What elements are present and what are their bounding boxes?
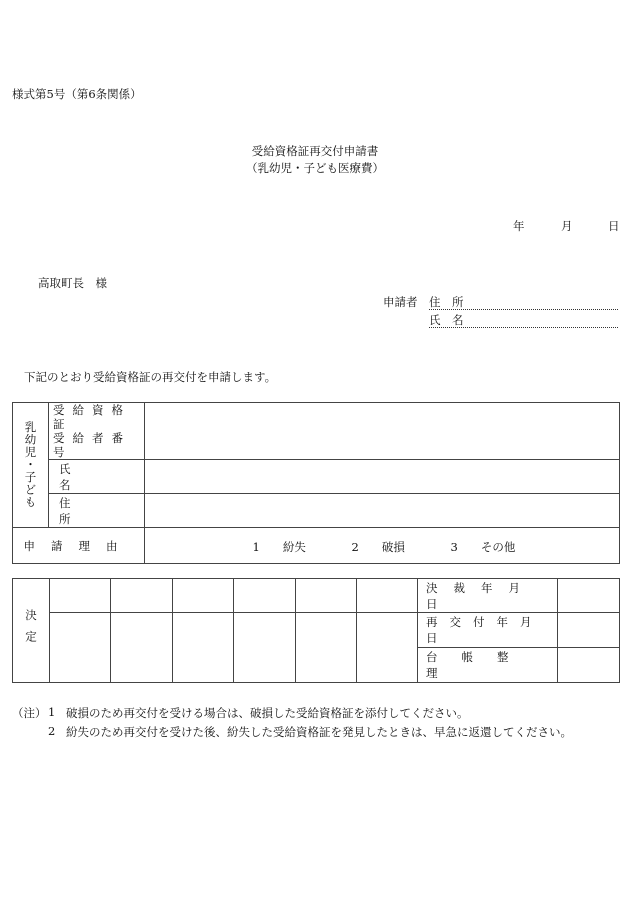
- cert-label-line2: 受給者番号: [53, 431, 131, 459]
- child-info-table: [12, 402, 620, 564]
- approval-date-value[interactable]: [558, 579, 620, 613]
- applicant-name-label: 氏 名: [429, 313, 464, 327]
- date-month: 月: [561, 219, 573, 233]
- reason-option-2-label: 破損: [381, 539, 405, 554]
- ledger-label-cell: [418, 648, 558, 683]
- child-address-value[interactable]: [145, 494, 620, 528]
- cert-number-value[interactable]: [145, 403, 620, 460]
- stamp-header-4[interactable]: [234, 579, 296, 613]
- child-address-label: 住所: [59, 495, 133, 526]
- form-title: 受給資格証再交付申請書: [251, 144, 379, 158]
- note-2-text: 紛失のため再交付を受けた後、紛失した受給資格証を発見したときは、早急に返還してください。: [66, 725, 572, 739]
- reason-option-2-num: 2: [351, 539, 359, 554]
- stamp-header-1[interactable]: [50, 579, 111, 613]
- name-label-cell: [49, 460, 145, 494]
- reissue-date-label: 再交付年月日: [426, 615, 544, 645]
- reissue-date-value[interactable]: [558, 613, 620, 648]
- stamp-cell-6[interactable]: [357, 613, 418, 683]
- stamp-header-2[interactable]: [111, 579, 173, 613]
- stamp-cell-5[interactable]: [296, 613, 357, 683]
- decision-side-label-cell: [13, 579, 50, 683]
- approval-date-label: 決裁年月日: [426, 580, 536, 611]
- stamp-cell-1[interactable]: [50, 613, 111, 683]
- form-subtitle: （乳幼児・子ども医療費）: [246, 161, 384, 175]
- applicant-address-field[interactable]: [429, 294, 618, 310]
- reason-option-2[interactable]: [352, 539, 405, 555]
- child-name-value[interactable]: [145, 460, 620, 494]
- note-2-num: 2: [48, 724, 56, 738]
- stamp-header-3[interactable]: [173, 579, 234, 613]
- address-label-cell: [49, 494, 145, 528]
- child-side-label: 乳幼児・子ども: [23, 421, 38, 509]
- stamp-cell-2[interactable]: [111, 613, 173, 683]
- child-name-label: 氏名: [59, 461, 133, 492]
- decision-side-label: 決定: [24, 609, 38, 652]
- reissue-date-label-cell: [418, 613, 558, 648]
- ledger-label: 台帳整理: [426, 650, 533, 680]
- reason-option-1-num: 1: [252, 539, 260, 554]
- stamp-cell-4[interactable]: [234, 613, 296, 683]
- note-1-text: 破損のため再交付を受ける場合は、破損した受給資格証を添付してください。: [66, 706, 469, 720]
- reason-option-3-label: その他: [480, 539, 516, 554]
- decision-table: [12, 578, 620, 683]
- reason-option-3[interactable]: [451, 539, 516, 555]
- applicant-address-label: 住 所: [429, 295, 464, 309]
- reason-options-cell: [145, 528, 620, 564]
- reason-option-1-label: 紛失: [282, 539, 306, 554]
- stamp-header-6[interactable]: [357, 579, 418, 613]
- cert-label-line1: 受給資格証: [53, 403, 131, 431]
- note-1-num: 1: [48, 705, 56, 719]
- form-number: 様式第5号（第6条関係）: [12, 87, 142, 101]
- reason-option-1[interactable]: [253, 539, 306, 555]
- reason-option-3-num: 3: [450, 539, 458, 554]
- addressee: 高取町長 様: [38, 276, 107, 290]
- notes-prefix: （注）: [12, 706, 47, 720]
- approval-date-label-cell: [418, 579, 558, 613]
- date-year: 年: [513, 219, 525, 233]
- stamp-header-5[interactable]: [296, 579, 357, 613]
- ledger-value[interactable]: [558, 648, 620, 683]
- reason-label: 申請理由: [23, 538, 134, 553]
- reason-label-cell: [13, 528, 145, 564]
- applicant-label: 申請者: [383, 295, 418, 309]
- child-side-label-cell: [13, 403, 49, 528]
- applicant-name-field[interactable]: [429, 312, 618, 328]
- date-day: 日: [608, 219, 620, 233]
- stamp-cell-3[interactable]: [173, 613, 234, 683]
- intro-text: 下記のとおり受給資格証の再交付を申請します。: [24, 370, 277, 384]
- cert-number-label-cell: [49, 403, 145, 460]
